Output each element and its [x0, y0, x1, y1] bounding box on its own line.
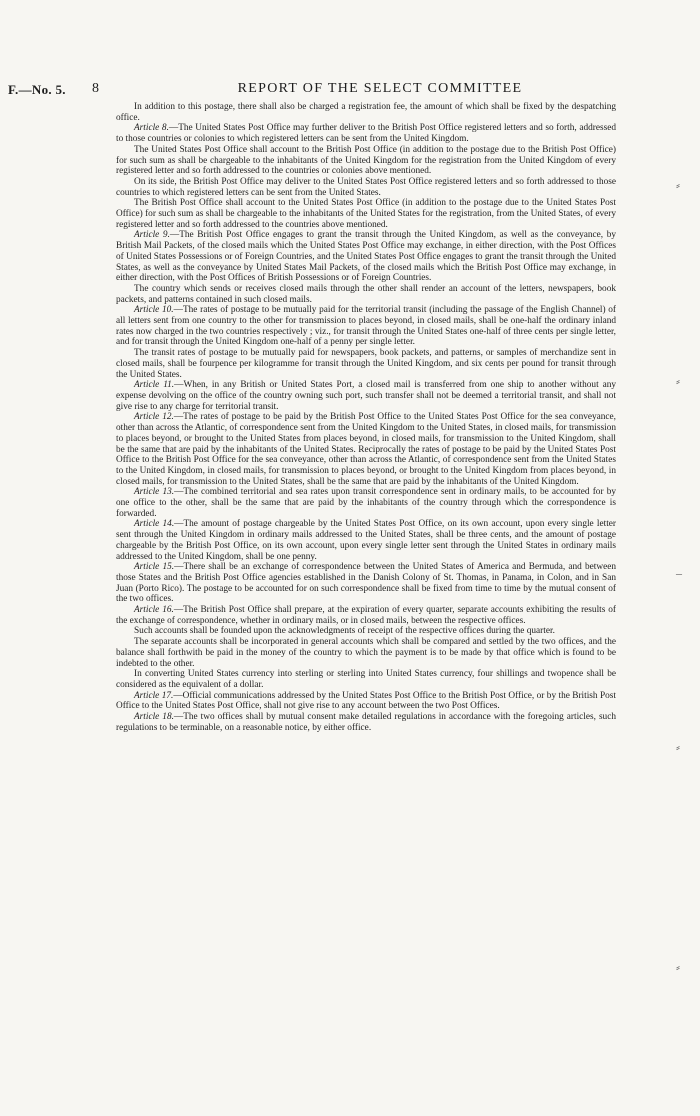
article-paragraph	[116, 487, 616, 519]
article-paragraph	[116, 230, 616, 284]
paragraph-text: —The rates of postage to be paid by the British Post Office to the United States Post Office for the sea conveyance, other than across the Atlantic, of correspondence sent from the United Kingdom to the United States, in closed mails, for transmission to places beyond, or brought to the United States from places beyond, in closed mails, for transmission to the United Kingdom, shall be the same that are paid by the inhabitants of the United States. Reciprocally the rates of postage to be paid by the United States Post Office to the British Post Office for the sea conveyance, other than across the Atlantic, of correspondence sent from the United States to the United Kingdom, in closed mails, for transmission to places beyond, or brought to the United Kingdom from places beyond, in closed mails, for transmission to the United States, shall be the same that are paid by the inhabitants of the United Kingdom.	[116, 412, 616, 487]
article-heading: Article 10.	[134, 305, 174, 316]
page-header	[8, 80, 692, 104]
document-reference: F.—No. 5.	[8, 82, 66, 97]
article-heading: Article 13.	[134, 487, 175, 498]
paragraph-text: —The rates of postage to be mutually paid for the territorial transit (including the passage of the English Channel) of all letters sent from one country to the other for transmission to places beyond, in closed mails, shall be one-half the ordinary inland rates now charged in the two countries respectively ; viz., for transit through the United States one-half of three cents per single letter, and for transit through the United Kingdom one-half of a penny per single letter.	[116, 305, 616, 348]
paragraph-text: The transit rates of postage to be mutually paid for newspapers, book packets, and patterns, or samples of merchandize sent in closed mails, shall be fourpence per kilogramme for transit through the United Kingdom, and six cents per pound for transit through the United States.	[116, 348, 616, 380]
margin-pencil-mark: ⸗	[676, 374, 680, 388]
article-heading: Article 16.	[134, 605, 174, 616]
body-paragraph	[116, 626, 616, 637]
body-text	[116, 102, 616, 733]
article-paragraph	[116, 519, 616, 562]
margin-pencil-mark: ⸗	[676, 740, 680, 754]
article-heading: Article 8.	[134, 123, 169, 134]
margin-pencil-mark: –	[676, 566, 682, 580]
paragraph-text: —The combined territorial and sea rates upon transit correspondence sent in ordinary mails, to be accounted for by one office to the other, shall be the same that are paid by the inhabitants of the country through which the correspondence is forwarded.	[116, 487, 616, 519]
paragraph-text: —The United States Post Office may further deliver to the British Post Office registered letters and so forth, addressed to those countries or colonies to which registered letters can be sent from the United Kingdom.	[116, 123, 616, 145]
article-paragraph	[116, 305, 616, 348]
body-paragraph	[116, 145, 616, 177]
paragraph-text: —Official communications addressed by the United States Post Office to the British Post Office, or by the British Post Office to the United States Post Office, shall not give rise to any account between the two Post Offices.	[116, 690, 616, 712]
paragraph-text: —When, in any British or United States Port, a closed mail is transferred from one ship to another without any expense devolving on the office of the country owning such port, such transfer shall not be deemed a territorial transit, and shall not give rise to any charge for territorial transit.	[116, 380, 616, 412]
paragraph-text: —The amount of postage chargeable by the United States Post Office, on its own account, upon every single letter sent through the United Kingdom in ordinary mails addressed to the United States, shall be three cents, and the amount of postage chargeable by the British Post Office, on its own account, upon every single letter sent through the United States in ordinary mails addressed to the United Kingdom, shall be one penny.	[116, 519, 617, 562]
paragraph-text: The country which sends or receives closed mails through the other shall render an account of the letters, newspapers, book packets, and patterns contained in such closed mails.	[116, 283, 616, 305]
article-paragraph	[116, 605, 616, 626]
article-heading: Article 14.	[134, 519, 175, 530]
paragraph-text: The British Post Office shall account to the United States Post Office (in addition to the postage due to the United States Post Office) for such sum as shall be chargeable to the inhabitants of the United States for the registration, from the United States, of every registered letter and so forth addressed to the countries above mentioned.	[116, 198, 616, 230]
article-heading: Article 17.	[134, 690, 174, 701]
margin-pencil-mark: ⸗	[676, 178, 680, 192]
body-paragraph	[116, 177, 616, 198]
paragraph-text: On its side, the British Post Office may deliver to the United States Post Office registered letters and so forth addressed to those countries to which registered letters can be sent from the United States.	[116, 176, 616, 198]
body-paragraph	[116, 669, 616, 690]
article-paragraph	[116, 123, 616, 144]
article-heading: Article 18.	[134, 712, 174, 723]
margin-pencil-mark: ⸗	[676, 960, 680, 974]
paragraph-text: —The two offices shall by mutual consent make detailed regulations in accordance with the foregoing articles, such regulations to be terminable, on a reasonable notice, by either office.	[116, 712, 616, 733]
paragraph-text: Such accounts shall be founded upon the acknowledgments of receipt of the respective offices during the quarter.	[134, 626, 555, 637]
body-paragraph	[116, 102, 616, 123]
page-number: 8	[92, 81, 99, 96]
article-heading: Article 12.	[134, 412, 174, 423]
paragraph-text: —There shall be an exchange of correspondence between the United States of America and Bermuda, and between those States and the British Post Office agencies established in the Danish Colony of St. Thomas, in Panama, in Colon, and in San Juan (Porto Rico). The postage to be accounted for on such correspondence shall be fixed from time to time by the mutual consent of the two offices.	[116, 562, 617, 605]
paragraph-text: In converting United States currency into sterling or sterling into United States currency, four shillings and twopence shall be considered as the equivalent of a dollar.	[116, 669, 616, 690]
paragraph-text: —The British Post Office engages to grant the transit through the United Kingdom, as well as the conveyance, by British Mail Packets, of the closed mails which the United States Post Office may exchange, in either direction, with the Post Offices of United States Possessions or of Foreign Countries, and the United States Post Office engages to grant the transit through the United States, as well as the conveyance by United States Mail Packets, of the closed mails which the British Post Office may exchange, in either direction, with the Post Offices of British Possessions or of Foreign Countries.	[116, 230, 616, 284]
paragraph-text: In addition to this postage, there shall also be charged a registration fee, the amount of which shall be fixed by the despatching office.	[116, 102, 616, 123]
body-paragraph	[116, 284, 616, 305]
body-paragraph	[116, 198, 616, 230]
article-paragraph	[116, 712, 616, 733]
paragraph-text: —The British Post Office shall prepare, at the expiration of every quarter, separate accounts exhibiting the results of the exchange of correspondence, whether in ordinary mails, or in closed mails, between the respective offices.	[116, 605, 616, 626]
article-heading: Article 15.	[134, 562, 175, 573]
article-paragraph	[116, 380, 616, 412]
running-title: REPORT OF THE SELECT COMMITTEE	[237, 81, 523, 96]
article-paragraph	[116, 412, 616, 487]
paragraph-text: The United States Post Office shall account to the British Post Office (in addition to the postage due to the British Post Office) for such sum as shall be chargeable to the inhabitants of the United Kingdom for the registration from the United Kingdom of every registered letter and so forth addressed to the countries or colonies above mentioned.	[116, 144, 616, 177]
article-heading: Article 11.	[134, 380, 175, 391]
paragraph-text: The separate accounts shall be incorporated in general accounts which shall be compared and settled by the two offices, and the balance shall forthwith be paid in the money of the country to which the payment is to be made by that office which is found to be indebted to the other.	[116, 637, 616, 669]
body-paragraph	[116, 637, 616, 669]
article-paragraph	[116, 691, 616, 712]
article-heading: Article 9.	[134, 230, 170, 241]
body-paragraph	[116, 348, 616, 380]
article-paragraph	[116, 562, 616, 605]
